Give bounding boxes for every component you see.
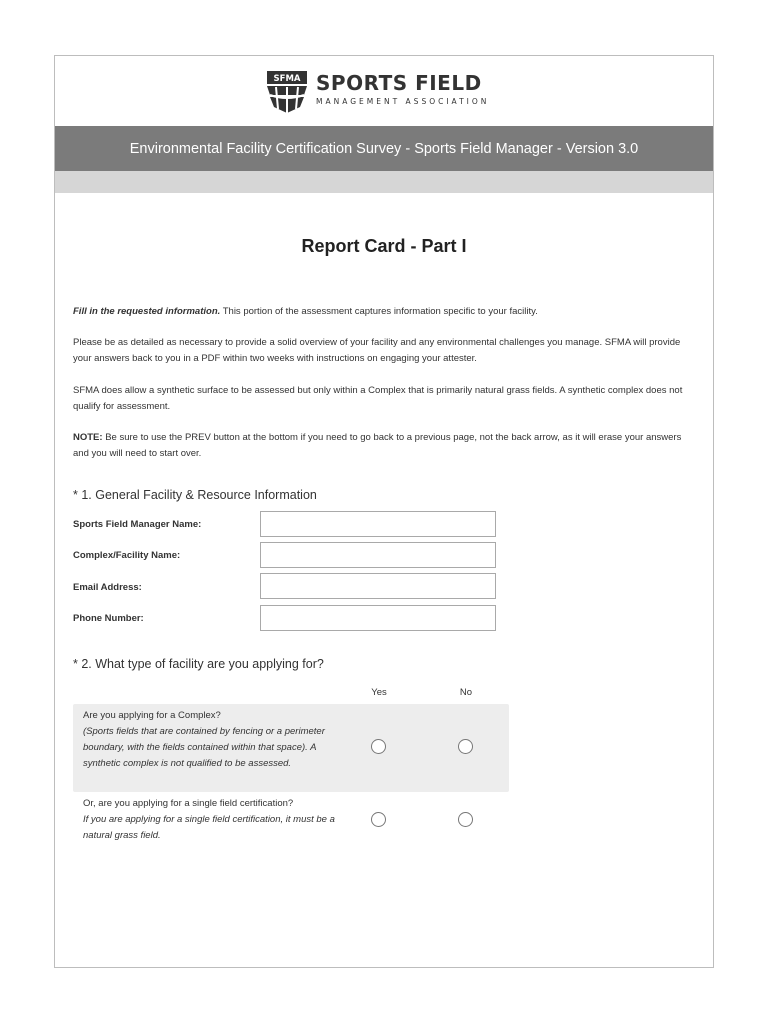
intro-p1-text: This portion of the assessment captures information specific to your facility.	[220, 306, 538, 317]
intro-paragraph-2: Please be as detailed as necessary to provide a solid overview of your facility and any environmental challenges you manage. SFMA will provide your answers back to you in a PDF within two weeks with instructions on engaging your attester.	[73, 337, 681, 364]
facility-name-input[interactable]	[260, 542, 496, 568]
single-field-question-text	[83, 796, 343, 844]
progress-bar-area	[55, 171, 713, 193]
complex-question-main: Are you applying for a Complex?	[83, 710, 221, 721]
intro-p1-bold: Fill in the requested information.	[73, 306, 221, 317]
single-field-question-main: Or, are you applying for a single field certification?	[83, 798, 294, 809]
intro-paragraph-3: SFMA does allow a synthetic surface to be assessed but only within a Complex that is primarily natural grass fields. A synthetic complex does not qualify for assessment.	[73, 385, 683, 412]
single-field-yes-radio[interactable]	[371, 812, 386, 827]
intro-paragraph-1	[73, 304, 698, 320]
phone-input[interactable]	[260, 605, 496, 631]
column-yes-header: Yes	[371, 687, 387, 698]
sfma-logo	[264, 69, 514, 115]
manager-name-input[interactable]	[260, 511, 496, 537]
complex-question-text	[83, 708, 343, 772]
page-title: Report Card - Part I	[301, 236, 467, 256]
survey-page	[54, 55, 714, 968]
complex-question-note: (Sports fields that are contained by fencing or a perimeter boundary, with the fields contained within that space). A synthetic complex is not qualified to be assessed.	[83, 726, 325, 769]
manager-name-label: Sports Field Manager Name:	[73, 519, 202, 530]
logo-subtitle: MANAGEMENT ASSOCIATION	[316, 97, 490, 106]
column-no-header: No	[459, 687, 473, 698]
single-field-question-note: If you are applying for a single field certification, it must be a natural grass field.	[83, 814, 335, 841]
note-text: Be sure to use the PREV button at the bottom if you need to go back to a previous page, not the back arrow, as it will erase your answers and you will need to start over.	[73, 432, 682, 459]
sfma-logo-emblem-icon	[264, 69, 310, 115]
email-input[interactable]	[260, 573, 496, 599]
survey-banner	[55, 126, 713, 171]
question-2-title: * 2. What type of facility are you applying for?	[73, 657, 324, 671]
question-1-title: * 1. General Facility & Resource Information	[73, 488, 317, 502]
logo-badge-text: SFMA	[273, 74, 301, 84]
single-field-no-radio[interactable]	[458, 812, 473, 827]
note-label: NOTE:	[73, 432, 103, 443]
logo-title: SPORTS FIELD	[316, 71, 482, 95]
banner-title: Environmental Facility Certification Survey - Sports Field Manager - Version 3.0	[129, 140, 639, 157]
complex-no-radio[interactable]	[458, 739, 473, 754]
intro-paragraph-4	[73, 430, 698, 462]
email-label: Email Address:	[73, 582, 142, 593]
phone-label: Phone Number:	[73, 613, 144, 624]
complex-yes-radio[interactable]	[371, 739, 386, 754]
facility-name-label: Complex/Facility Name:	[73, 550, 181, 561]
